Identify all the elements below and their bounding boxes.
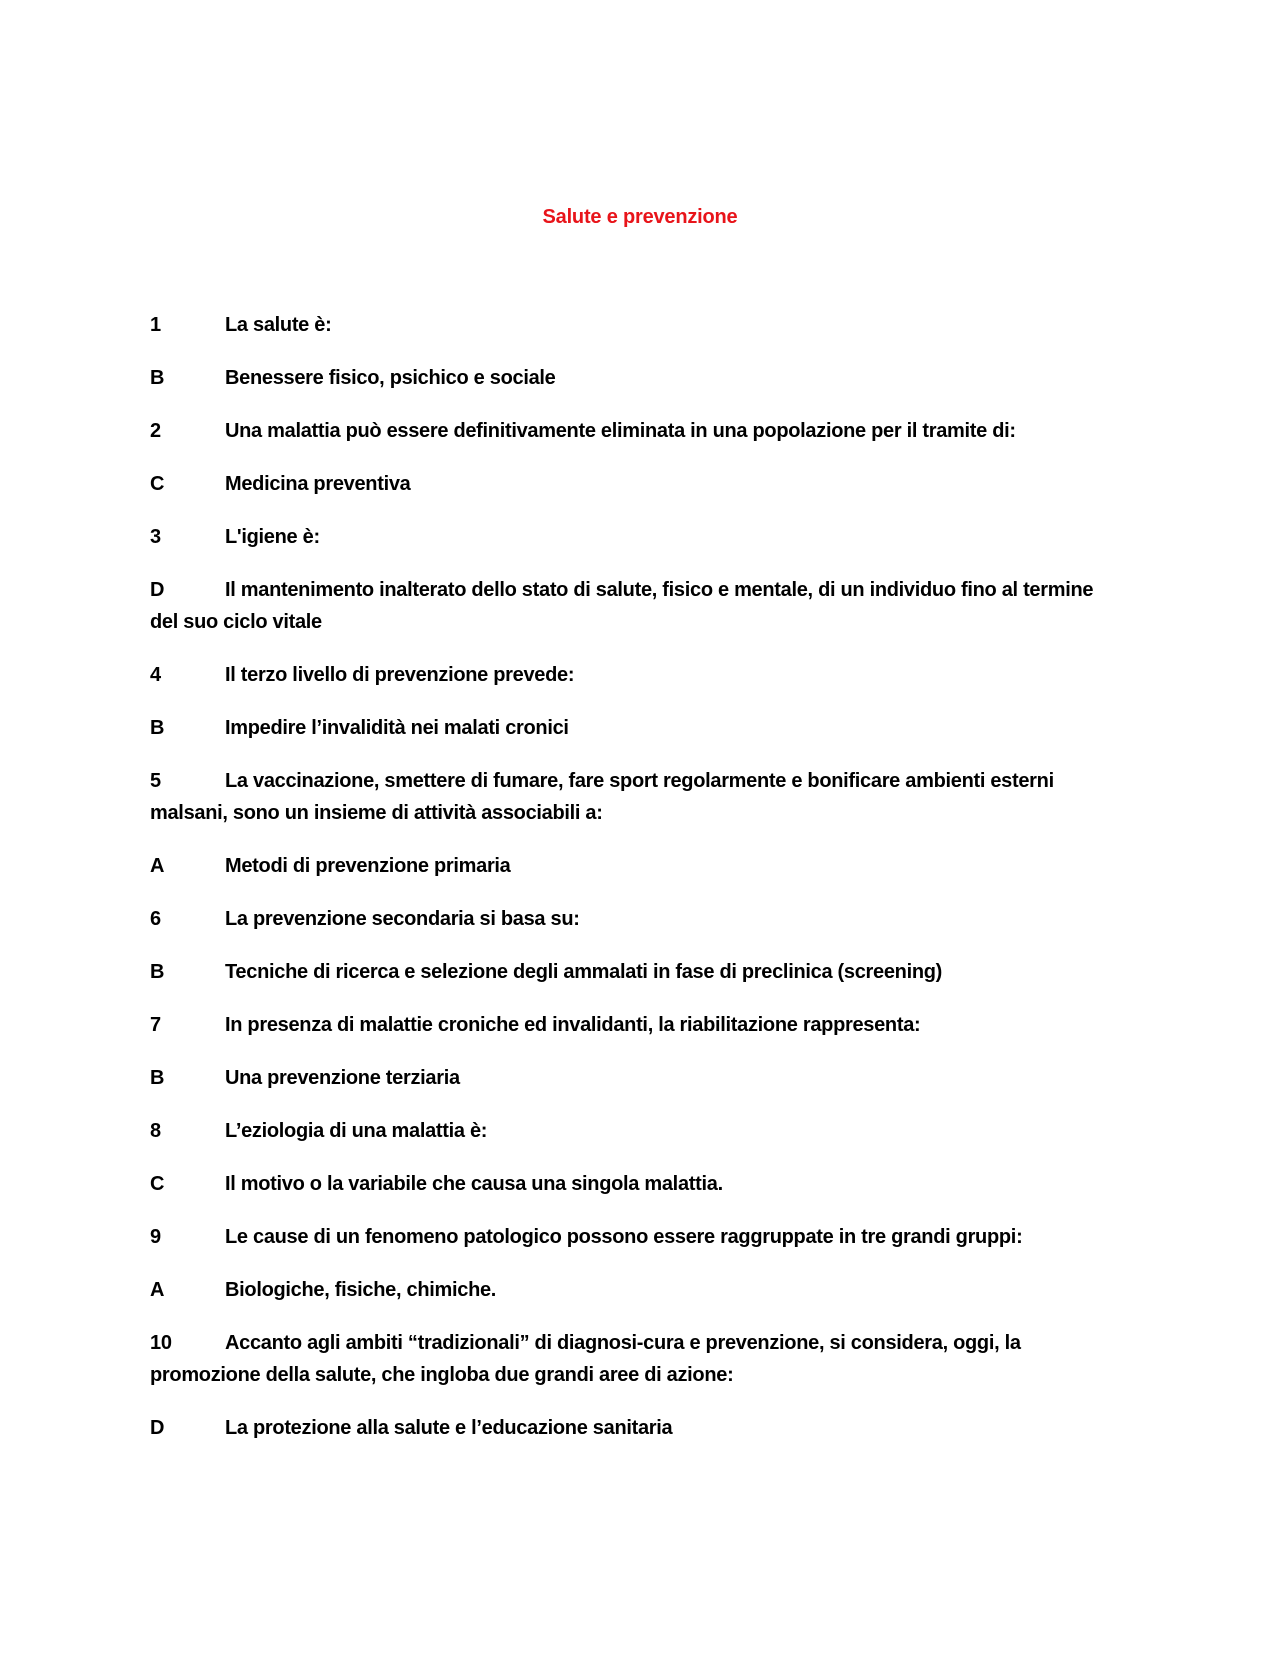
question-item [150,1221,1110,1253]
answer-letter: D [150,579,165,601]
question-number: 9 [150,1226,161,1248]
answer-letter: B [150,1067,165,1089]
question-number: 7 [150,1014,161,1036]
question-number: 1 [150,314,161,336]
question-text: La vaccinazione, smettere di fumare, fare sport regolarmente e bonificare ambienti esterni malsani, sono un insieme di attività associabili a: [150,770,1054,824]
question-item [150,1327,1110,1391]
answer-letter: A [150,1279,165,1301]
question-number: 4 [150,664,161,686]
answer-item [150,362,1110,394]
answer-item [150,468,1110,500]
question-item [150,521,1110,553]
question-number: 5 [150,770,161,792]
answer-letter: D [150,1417,165,1439]
answer-text: Metodi di prevenzione primaria [225,855,511,877]
answer-text: Il mantenimento inalterato dello stato di salute, fisico e mentale, di un individuo fino al termine del suo ciclo vitale [150,579,1094,633]
question-text: Le cause di un fenomeno patologico possono essere raggruppate in tre grandi gruppi: [225,1226,1023,1248]
answer-item [150,850,1110,882]
question-item [150,765,1110,829]
question-number: 3 [150,526,161,548]
answer-item [150,1062,1110,1094]
question-item [150,309,1110,341]
answer-text: Tecniche di ricerca e selezione degli ammalati in fase di preclinica (screening) [225,961,943,983]
answer-text: Benessere fisico, psichico e sociale [225,367,556,389]
answer-item [150,956,1110,988]
question-text: In presenza di malattie croniche ed invalidanti, la riabilitazione rappresenta: [225,1014,921,1036]
answer-item [150,1412,1110,1444]
document-title: Salute e prevenzione [542,206,738,228]
question-text: La salute è: [225,314,332,336]
quiz-list [150,309,1110,1465]
answer-item [150,1168,1110,1200]
answer-text: Biologiche, fisiche, chimiche. [225,1279,497,1301]
question-item [150,1009,1110,1041]
answer-letter: A [150,855,165,877]
answer-text: Una prevenzione terziaria [225,1067,460,1089]
answer-item [150,712,1110,744]
question-text: Accanto agli ambiti “tradizionali” di diagnosi-cura e prevenzione, si considera, oggi, la promozione della salute, che ingloba due grandi aree di azione: [150,1332,1021,1386]
question-text: L'igiene è: [225,526,320,548]
question-number: 8 [150,1120,161,1142]
answer-letter: B [150,961,165,983]
question-text: La prevenzione secondaria si basa su: [225,908,580,930]
question-number: 10 [150,1332,172,1354]
answer-item [150,1274,1110,1306]
question-text: Una malattia può essere definitivamente eliminata in una popolazione per il tramite di: [225,420,1016,442]
answer-letter: B [150,367,165,389]
question-text: L’eziologia di una malattia è: [225,1120,488,1142]
answer-letter: C [150,473,165,495]
question-item [150,903,1110,935]
answer-text: Impedire l’invalidità nei malati cronici [225,717,569,739]
answer-text: Il motivo o la variabile che causa una singola malattia. [225,1173,723,1195]
answer-text: Medicina preventiva [225,473,411,495]
question-text: Il terzo livello di prevenzione prevede: [225,664,575,686]
question-number: 6 [150,908,161,930]
answer-text: La protezione alla salute e l’educazione sanitaria [225,1417,673,1439]
question-item [150,659,1110,691]
answer-letter: B [150,717,165,739]
question-number: 2 [150,420,161,442]
answer-item [150,574,1110,638]
question-item [150,415,1110,447]
answer-letter: C [150,1173,165,1195]
question-item [150,1115,1110,1147]
